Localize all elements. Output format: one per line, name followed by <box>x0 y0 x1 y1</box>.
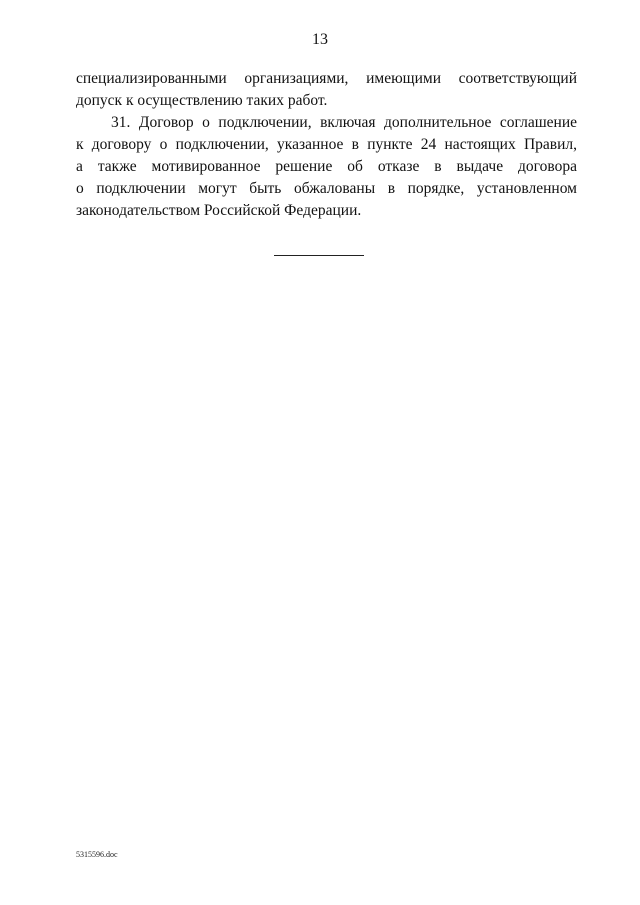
paragraph-continuation <box>76 68 577 112</box>
paragraph-31 <box>76 112 577 222</box>
text-line: допуск к осуществлению таких работ. <box>76 92 328 109</box>
page-number: 13 <box>312 31 328 48</box>
footer-document-code: 5315596.doc <box>76 850 118 859</box>
text-line: законодательством Российской Федерации. <box>76 202 362 219</box>
text-line: о подключении могут быть обжалованы в порядке, установленном <box>76 180 577 197</box>
separator-line <box>274 255 364 256</box>
text-line: к договору о подключении, указанное в пункте 24 настоящих Правил, <box>76 136 577 153</box>
text-line: специализированными организациями, имеющими соответствующий <box>76 70 577 87</box>
document-body <box>76 68 577 222</box>
text-line: а также мотивированное решение об отказе в выдаче договора <box>76 158 577 175</box>
text-line: 31. Договор о подключении, включая дополнительное соглашение <box>111 114 577 131</box>
